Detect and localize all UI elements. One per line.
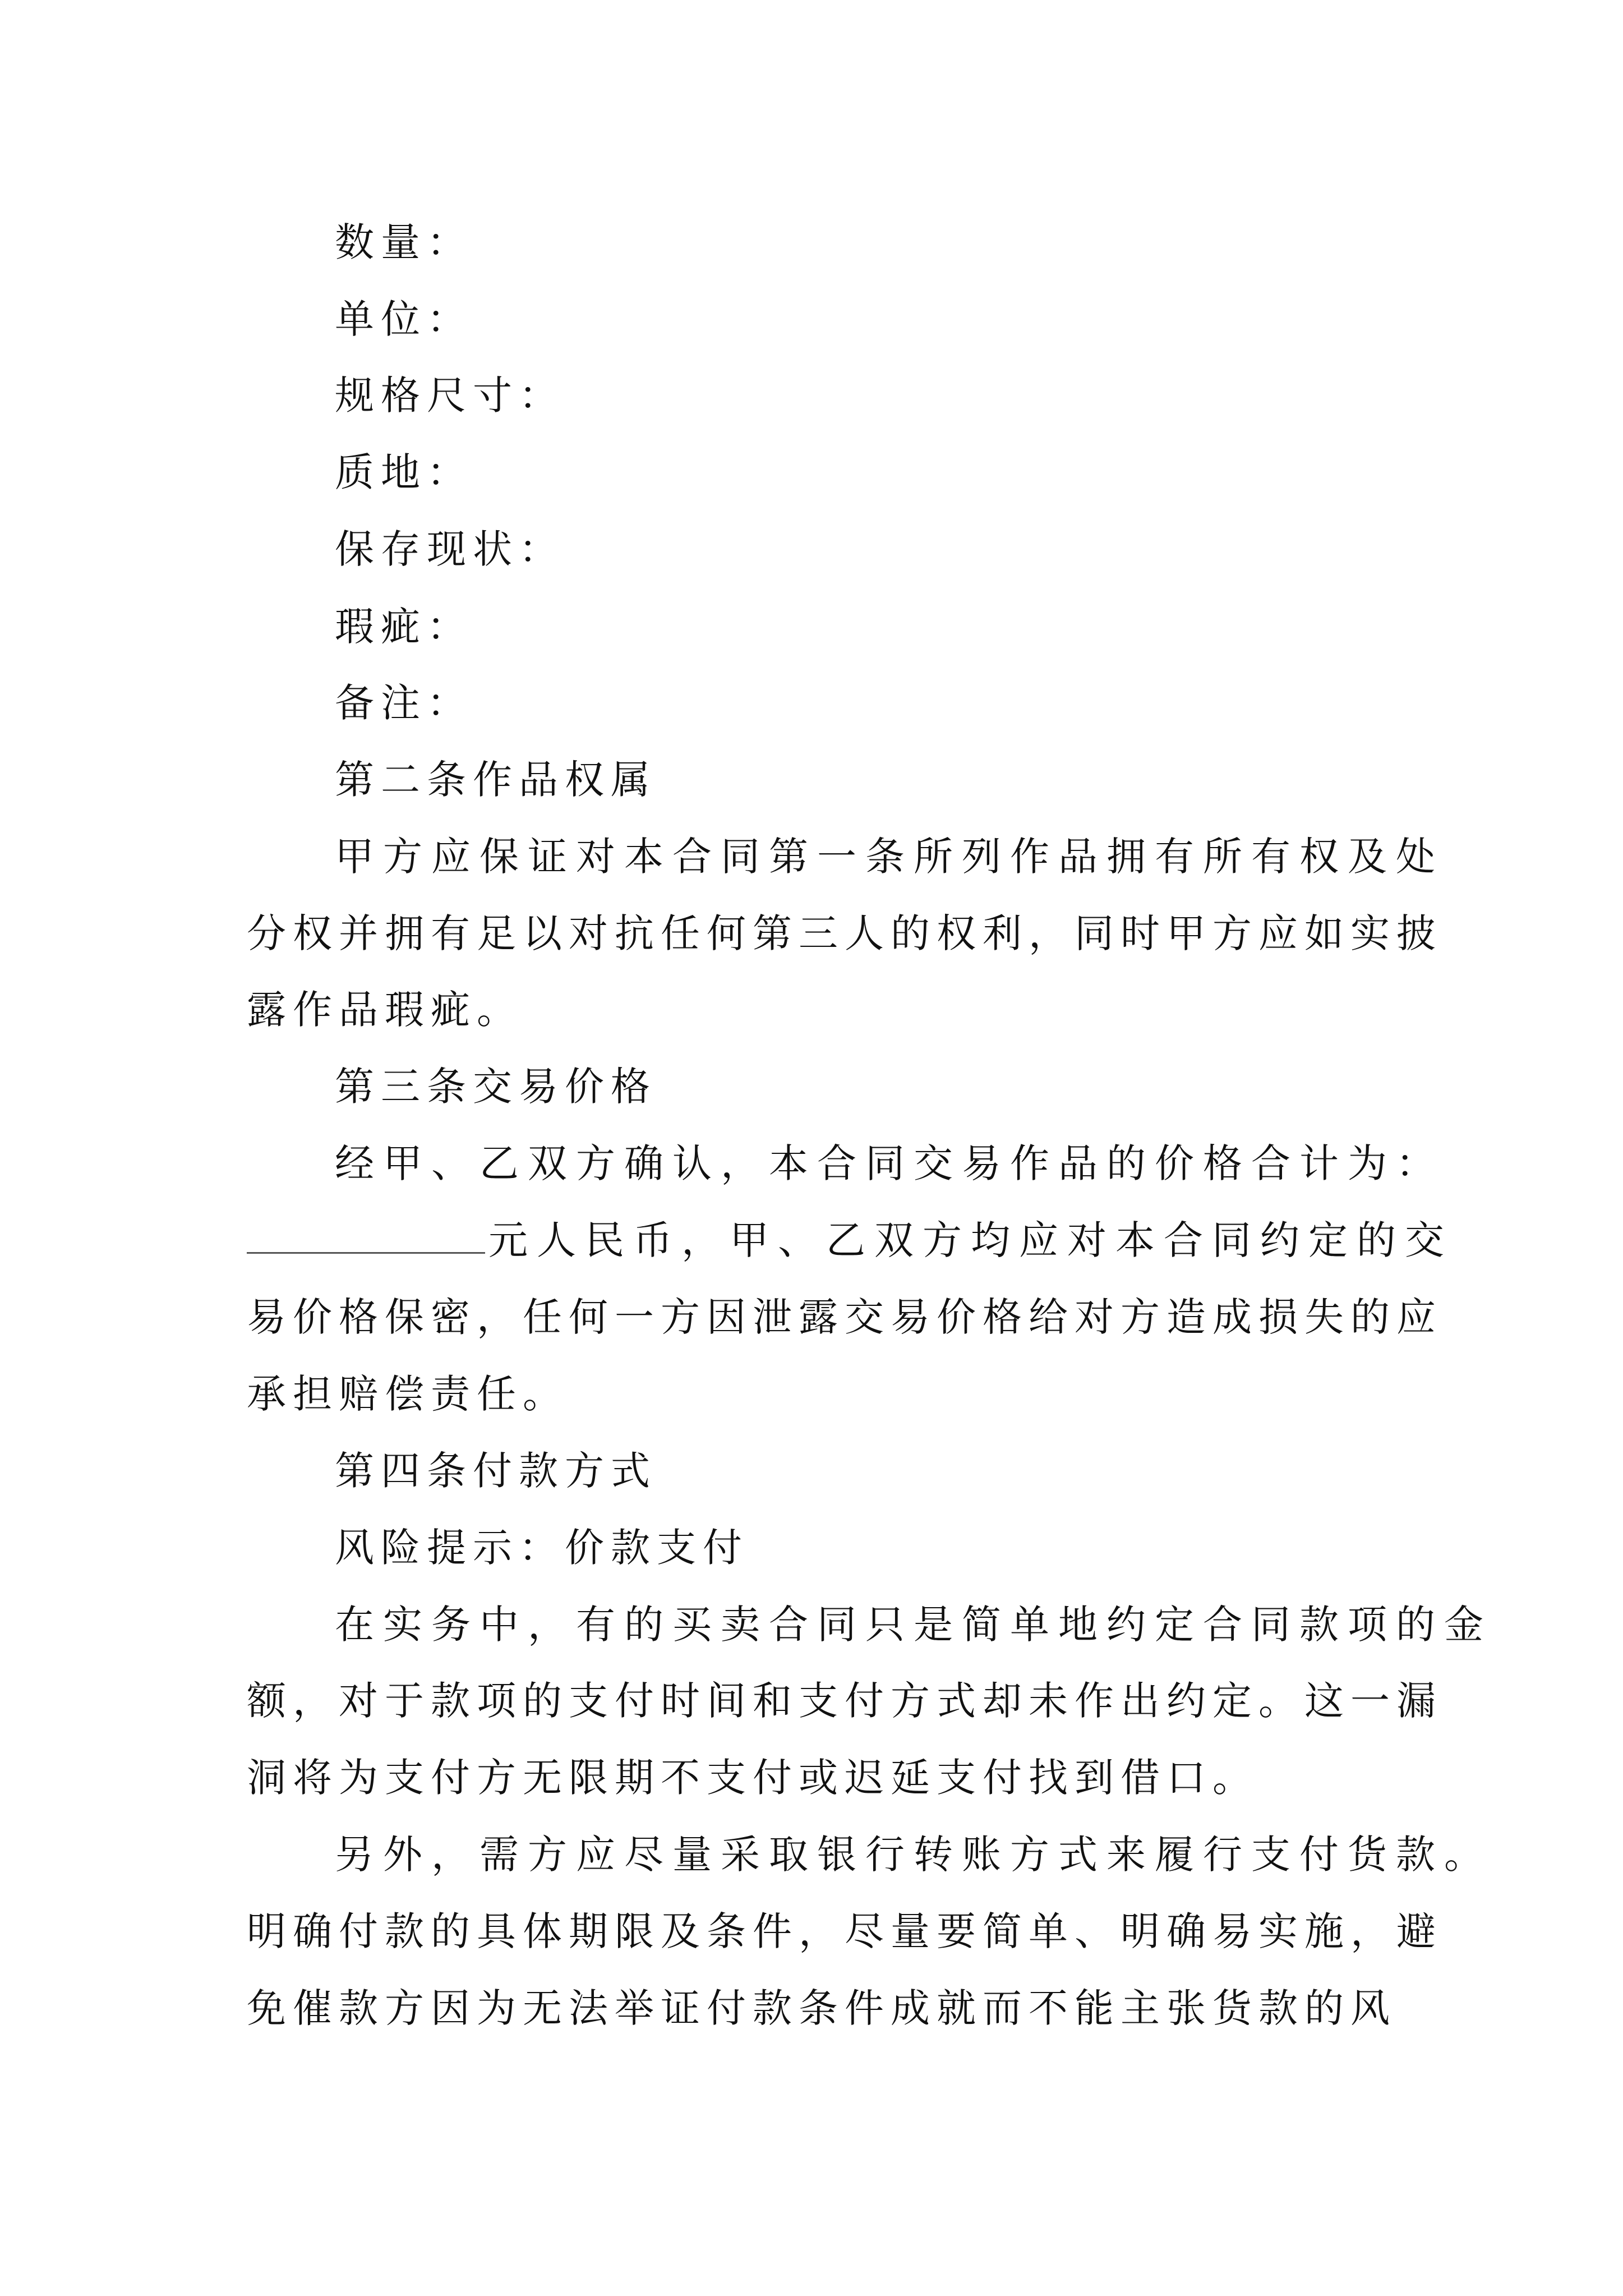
field-quantity: 数量： <box>335 219 473 265</box>
risk-notice-title: 风险提示：价款支付 <box>335 1525 749 1571</box>
price-blank <box>247 1218 485 1254</box>
article4-heading: 第四条付款方式 <box>335 1448 657 1494</box>
article4-para1-line-3: 洞将为支付方无限期不支付或迟延支付找到借口。 <box>247 1755 1258 1801</box>
article2-line-2: 分权并拥有足以对抗任何第三人的权利，同时甲方应如实披 <box>247 910 1442 956</box>
article3-line-4: 承担赔偿责任。 <box>247 1371 569 1417</box>
field-material: 质地： <box>335 449 473 495</box>
article3-line-2 <box>247 1215 1453 1266</box>
article3-line-3: 易价格保密，任何一方因泄露交易价格给对方造成损失的应 <box>247 1294 1442 1340</box>
article4-para1-line-2: 额，对于款项的支付时间和支付方式却未作出约定。这一漏 <box>247 1678 1442 1724</box>
field-defects: 瑕疵： <box>335 604 473 650</box>
field-condition: 保存现状： <box>335 526 565 572</box>
field-unit: 单位： <box>335 296 473 342</box>
article4-para1-line-1: 在实务中，有的买卖合同只是简单地约定合同款项的金 <box>335 1602 1492 1648</box>
article4-para2-line-3: 免催款方因为无法举证付款条件成就而不能主张货款的风 <box>247 1985 1396 2031</box>
article4-para2-line-1: 另外，需方应尽量采取银行转账方式来履行支付货款。 <box>335 1832 1492 1878</box>
article4-para2-line-2: 明确付款的具体期限及条件，尽量要简单、明确易实施，避 <box>247 1908 1442 1954</box>
field-dimensions: 规格尺寸： <box>335 372 565 418</box>
article2-heading: 第二条作品权属 <box>335 757 657 803</box>
article3-heading: 第三条交易价格 <box>335 1064 657 1110</box>
article3-line-2-text: 元人民币，甲、乙双方均应对本合同约定的交 <box>488 1217 1453 1263</box>
field-remarks: 备注： <box>335 680 473 726</box>
article3-line-1: 经甲、乙双方确认，本合同交易作品的价格合计为： <box>335 1140 1444 1186</box>
article2-line-3: 露作品瑕疵。 <box>247 987 523 1033</box>
article2-line-1: 甲方应保证对本合同第一条所列作品拥有所有权及处 <box>335 834 1444 880</box>
